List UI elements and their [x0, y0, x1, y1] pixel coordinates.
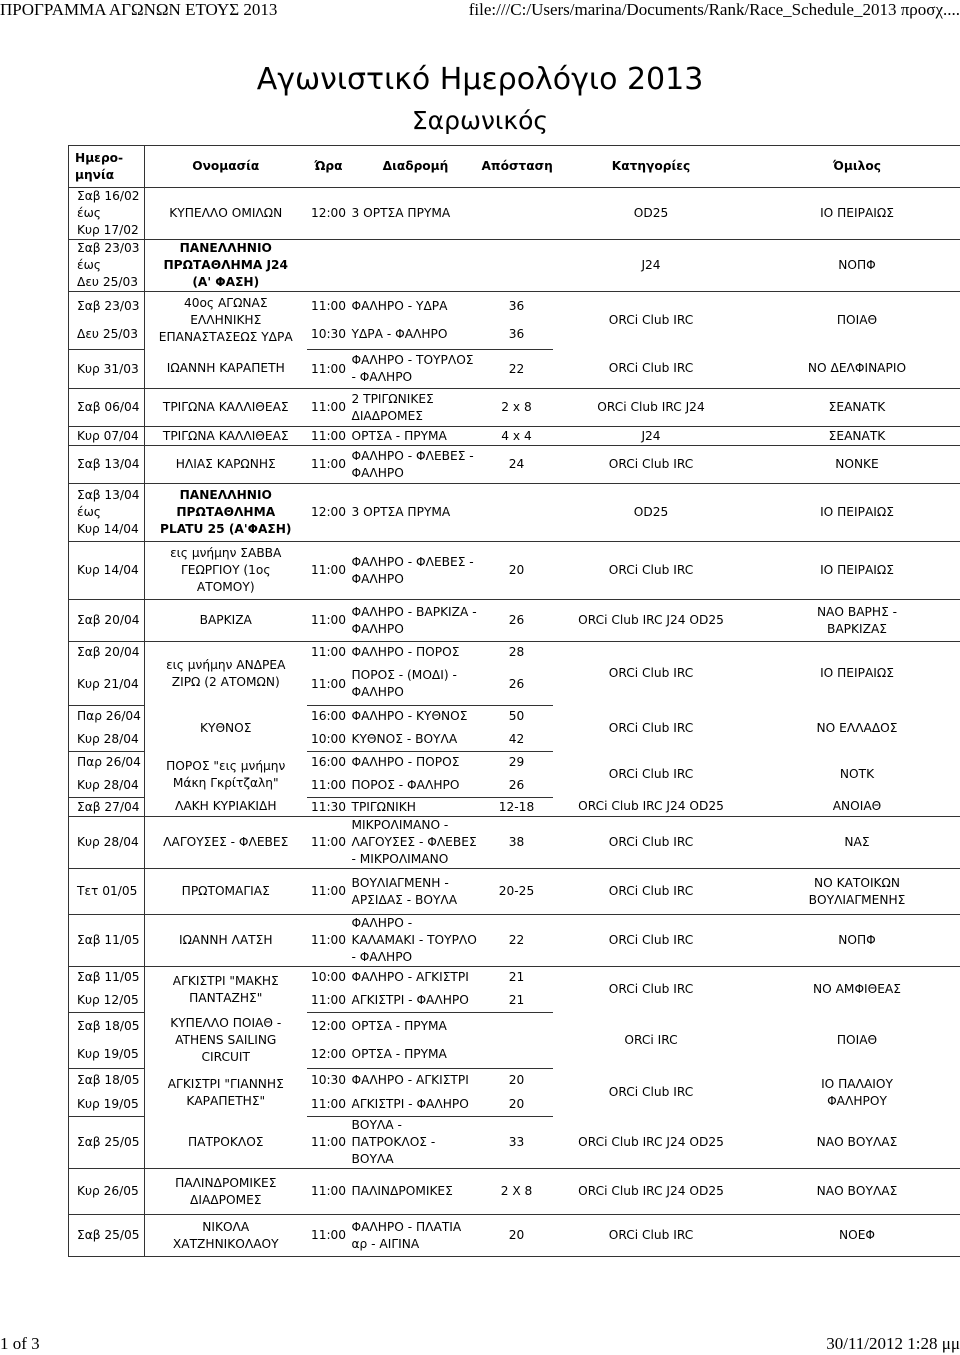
race-date: Κυρ 19/05: [69, 1041, 145, 1069]
table-row: [69, 915, 960, 967]
race-time: 11:00: [307, 1169, 351, 1215]
race-name: ΑΓΚΙΣΤΡΙ "ΓΙΑΝΝΗΣ ΚΑΡΑΠΕΤΗΣ": [167, 1076, 284, 1108]
race-route: ΦΑΛΗΡΟ - ΠΟΡΟΣ: [351, 645, 460, 660]
race-name: ΛΑΚΗ ΚΥΡΙΑΚΙΔΗ: [145, 798, 307, 817]
race-name: ΚΥΘΝΟΣ: [200, 721, 252, 735]
race-categories: OD25: [553, 484, 750, 542]
race-distance: 38: [481, 817, 553, 869]
race-time: 11:00: [307, 350, 351, 389]
table-row: [69, 1215, 960, 1257]
race-date: Σαβ 23/03 έως Δευ 25/03: [69, 240, 145, 292]
race-distance: 4 x 4: [481, 427, 553, 446]
race-time: 12:00: [310, 1019, 347, 1034]
race-categories: ORCi Club IRC: [608, 982, 694, 997]
race-name: ΠΟΡΟΣ "εις μνήμην Μάκη Γκρίτζαλη": [166, 758, 286, 790]
race-club: ΝΑΟ ΒΟΥΛΑΣ: [750, 1169, 960, 1215]
race-distance: 24: [481, 446, 553, 484]
race-route: 3 ΟΡΤΣΑ ΠΡΥΜΑ: [351, 188, 481, 240]
race-time: 11:00: [307, 389, 351, 427]
race-time: 11:30: [307, 798, 351, 817]
race-club: ΝΟ ΚΑΤΟΙΚΩΝ ΒΟΥΛΙΑΓΜΕΝΗΣ: [750, 869, 960, 915]
race-route: ΠΑΛΙΝΔΡΟΜΙΚΕΣ: [351, 1169, 481, 1215]
race-date: Κυρ 28/04: [69, 728, 145, 752]
race-time: 10:30: [307, 321, 351, 350]
race-date: Σαβ 20/04: [69, 642, 145, 664]
table-row: [69, 484, 960, 542]
table-row: [69, 446, 960, 484]
table-row: [69, 1169, 960, 1215]
race-route: ΦΑΛΗΡΟ - ΦΛΕΒΕΣ - ΦΑΛΗΡΟ: [351, 542, 481, 600]
race-distance: 20: [481, 1093, 553, 1117]
race-route: ΑΓΚΙΣΤΡΙ - ΦΑΛΗΡΟ: [351, 1093, 481, 1117]
race-date: Δευ 25/03: [69, 321, 145, 350]
race-categories: ORCi Club IRC J24 OD25: [553, 798, 750, 817]
race-club: ΝΟ ΔΕΛΦΙΝΑΡΙΟ: [750, 350, 960, 389]
table-row: [69, 389, 960, 427]
race-date: Σαβ 27/04: [69, 798, 145, 817]
race-distance: 20: [481, 542, 553, 600]
race-categories: ORCi Club IRC: [553, 1215, 750, 1257]
race-distance: 42: [481, 728, 553, 752]
race-name: ΠΑΤΡΟΚΛΟΣ: [145, 1117, 307, 1169]
table-row: [69, 188, 960, 240]
race-distance: [481, 1013, 553, 1041]
table-row: [69, 706, 960, 728]
race-route: ΦΑΛΗΡΟ - ΑΓΚΙΣΤΡΙ: [351, 1073, 469, 1088]
header-row: [69, 146, 960, 188]
race-categories: ORCi Club IRC: [553, 542, 750, 600]
table-row: [69, 869, 960, 915]
race-time: 11:00: [307, 446, 351, 484]
race-time: 16:00: [310, 755, 347, 770]
page-footer-date: 30/11/2012 1:28 μμ: [826, 1334, 960, 1353]
race-time: 11:00: [307, 427, 351, 446]
race-time: 11:00: [310, 298, 347, 313]
race-name: ΒΑΡΚΙΖΑ: [145, 600, 307, 642]
race-name: 40ος ΑΓΩΝΑΣ ΕΛΛΗΝΙΚΗΣ ΕΠΑΝΑΣΤΑΣΕΩΣ ΥΔΡΑ: [158, 296, 293, 345]
race-club: ΝΟΕΦ: [750, 1215, 960, 1257]
race-route: ΒΟΥΛΙΑΓΜΕΝΗ - ΑΡΣΙΔΑΣ - ΒΟΥΛΑ: [351, 869, 481, 915]
race-distance: 26: [481, 664, 553, 706]
race-categories: ORCi Club IRC: [553, 869, 750, 915]
race-time: 11:00: [310, 645, 347, 660]
race-distance: 22: [481, 915, 553, 967]
race-time: 10:00: [307, 728, 351, 752]
race-route: ΦΑΛΗΡΟ - ΦΛΕΒΕΣ - ΦΑΛΗΡΟ: [351, 446, 481, 484]
race-time: 10:30: [310, 1073, 347, 1088]
race-date: Σαβ 25/05: [69, 1117, 145, 1169]
table-row: [69, 1013, 960, 1041]
race-name: ΚΥΠΕΛΛΟ ΠΟΙΑΘ - ATHENS SAILING CIRCUIT: [170, 1016, 282, 1064]
race-distance: 20-25: [481, 869, 553, 915]
race-categories: J24: [553, 240, 750, 292]
race-date: Κυρ 31/03: [69, 350, 145, 389]
table-row: [69, 752, 960, 774]
race-date: Κυρ 19/05: [69, 1093, 145, 1117]
race-distance: [481, 1041, 553, 1069]
race-route: ΒΟΥΛΑ - ΠΑΤΡΟΚΛΟΣ - ΒΟΥΛΑ: [351, 1117, 481, 1169]
race-route: ΚΥΘΝΟΣ - ΒΟΥΛΑ: [351, 728, 481, 752]
race-date: Παρ 26/04: [69, 752, 145, 774]
race-route: ΠΟΡΟΣ - ΦΑΛΗΡΟ: [351, 774, 481, 798]
race-date: Σαβ 13/04: [69, 446, 145, 484]
race-categories: ORCi IRC: [624, 1033, 678, 1047]
race-name: ΠΡΩΤΟΜΑΓΙΑΣ: [145, 869, 307, 915]
race-date: Κυρ 21/04: [69, 664, 145, 706]
race-categories: OD25: [553, 188, 750, 240]
race-distance: 21: [508, 970, 525, 985]
race-date: Σαβ 20/04: [69, 600, 145, 642]
race-time: 12:00: [307, 484, 351, 542]
race-distance: 29: [508, 755, 525, 770]
race-time: 11:00: [307, 774, 351, 798]
race-distance: 26: [481, 600, 553, 642]
race-route: ΥΔΡΑ - ΦΑΛΗΡΟ: [351, 321, 481, 350]
race-distance: 20: [508, 1073, 525, 1088]
race-distance: 36: [481, 321, 553, 350]
table-row: [69, 967, 960, 989]
race-name: ΠΑΝΕΛΛΗΝΙΟ ΠΡΩΤΑΘΛΗΜΑ J24 (Α' ΦΑΣΗ): [145, 240, 307, 292]
race-time: 10:00: [310, 970, 347, 985]
table-row: [69, 600, 960, 642]
table-row: [69, 427, 960, 446]
race-club: ΙΟ ΠΕΙΡΑΙΩΣ: [750, 484, 960, 542]
race-route: ΦΑΛΗΡΟ - ΤΟΥΡΛΟΣ - ΦΑΛΗΡΟ: [351, 350, 481, 389]
race-categories: ORCi Club IRC J24 OD25: [553, 1117, 750, 1169]
race-time: 12:00: [307, 1041, 351, 1069]
col-date-label: Ημερο- μηνία: [75, 150, 124, 182]
race-date: Σαβ 11/05: [69, 915, 145, 967]
race-date: Σαβ 25/05: [69, 1215, 145, 1257]
race-categories: ORCi Club IRC: [553, 350, 750, 389]
race-route: ΟΡΤΣΑ - ΠΡΥΜΑ: [351, 1041, 481, 1069]
race-distance: 22: [481, 350, 553, 389]
col-distance-header: Απόσταση: [481, 146, 553, 188]
race-date: Κυρ 14/04: [69, 542, 145, 600]
race-club: ΝΟΠΦ: [750, 915, 960, 967]
race-distance: 33: [481, 1117, 553, 1169]
race-route: ΤΡΙΓΩΝΙΚΗ: [351, 798, 481, 817]
race-club: ΝΟ ΕΛΛΑΔΟΣ: [816, 721, 898, 735]
race-club: ΠΟΙΑΘ: [836, 1033, 878, 1047]
table-row: [69, 542, 960, 600]
race-club: ΝΑΟ ΒΟΥΛΑΣ: [750, 1117, 960, 1169]
race-club: ΝΟΠΦ: [750, 240, 960, 292]
race-name: εις μνήμην ΣΑΒΒΑ ΓΕΩΡΓΙΟΥ (1ος ΑΤΟΜΟΥ): [145, 542, 307, 600]
race-distance: 50: [508, 709, 525, 724]
race-name: ΤΡΙΓΩΝΑ ΚΑΛΛΙΘΕΑΣ: [145, 427, 307, 446]
race-name: ΝΙΚΟΛΑ ΧΑΤΖΗΝΙΚΟΛΑΟΥ: [145, 1215, 307, 1257]
race-club: ΝΟΝΚΕ: [750, 446, 960, 484]
race-date: Κυρ 07/04: [69, 427, 145, 446]
race-club: ΣΕΑΝΑΤΚ: [750, 427, 960, 446]
col-categories-header: Κατηγορίες: [553, 146, 750, 188]
race-club: ΝΑΟ ΒΑΡΗΣ - ΒΑΡΚΙΖΑΣ: [750, 600, 960, 642]
race-club: ΝΟΤΚ: [839, 767, 875, 781]
page-footer-pages: 1 of 3: [0, 1334, 40, 1353]
race-time: 11:00: [307, 915, 351, 967]
race-date: Σαβ 11/05: [69, 967, 145, 989]
race-club: ΙΟ ΠΕΙΡΑΙΩΣ: [750, 188, 960, 240]
race-categories: ORCi Club IRC J24 OD25: [553, 600, 750, 642]
race-distance: [481, 240, 553, 292]
race-time: [307, 240, 351, 292]
table-row: [69, 292, 960, 321]
race-date: Κυρ 28/04: [69, 817, 145, 869]
race-name: ΛΑΓΟΥΣΕΣ - ΦΛΕΒΕΣ: [145, 817, 307, 869]
race-route: ΦΑΛΗΡΟ - ΥΔΡΑ: [351, 298, 448, 313]
race-categories: ORCi Club IRC J24 OD25: [553, 1169, 750, 1215]
race-time: 11:00: [307, 989, 351, 1013]
race-date: Σαβ 06/04: [69, 389, 145, 427]
col-club-header: Όμιλος: [750, 146, 960, 188]
race-categories: J24: [553, 427, 750, 446]
col-route-header: Διαδρομή: [351, 146, 481, 188]
race-categories: ORCi Club IRC: [608, 767, 694, 781]
race-club: ΝΟ ΑΜΦΙΘΕΑΣ: [813, 982, 901, 997]
race-date: Κυρ 28/04: [69, 774, 145, 798]
race-distance: 20: [481, 1215, 553, 1257]
race-time: 11:00: [307, 600, 351, 642]
race-date: Κυρ 12/05: [69, 989, 145, 1013]
race-name: ΑΓΚΙΣΤΡΙ "ΜΑΚΗΣ ΠΑΝΤΑΖΗΣ": [172, 973, 279, 1005]
race-categories: ORCi Club IRC: [608, 721, 694, 735]
race-club: ΙΟ ΠΕΙΡΑΙΩΣ: [820, 666, 894, 681]
schedule-table: [68, 145, 960, 1257]
race-categories: ORCi Club IRC: [608, 1085, 694, 1099]
race-club: ΝΑΣ: [750, 817, 960, 869]
table-row: [69, 1117, 960, 1169]
race-route: ΦΑΛΗΡΟ - ΠΟΡΟΣ: [351, 755, 460, 770]
race-date: Παρ 26/04: [69, 706, 145, 728]
race-categories: ORCi Club IRC: [553, 446, 750, 484]
race-route: 3 ΟΡΤΣΑ ΠΡΥΜΑ: [351, 484, 481, 542]
race-distance: 2 x 8: [481, 389, 553, 427]
race-date: Σαβ 18/05: [69, 1069, 145, 1093]
race-club: ΑΝΟΙΑΘ: [750, 798, 960, 817]
race-club: ΠΟΙΑΘ: [836, 313, 878, 328]
race-club: ΣΕΑΝΑΤΚ: [750, 389, 960, 427]
race-date: Κυρ 26/05: [69, 1169, 145, 1215]
race-categories: ORCi Club IRC: [553, 817, 750, 869]
table-row: [69, 817, 960, 869]
race-route: ΟΡΤΣΑ - ΠΡΥΜΑ: [351, 1019, 447, 1034]
col-time-header: Ώρα: [307, 146, 351, 188]
race-route: [351, 240, 481, 292]
race-name: ΠΑΛΙΝΔΡΟΜΙΚΕΣ ΔΙΑΔΡΟΜΕΣ: [145, 1169, 307, 1215]
race-club: ΙΟ ΠΑΛΑΙΟΥ ΦΑΛΗΡΟΥ: [821, 1076, 893, 1108]
race-distance: 21: [481, 989, 553, 1013]
race-route: 2 ΤΡΙΓΩΝΙΚΕΣ ΔΙΑΔΡΟΜΕΣ: [351, 389, 481, 427]
race-distance: 26: [481, 774, 553, 798]
race-name: ΙΩΑΝΝΗ ΛΑΤΣΗ: [145, 915, 307, 967]
page-subtitle: Σαρωνικός: [411, 106, 549, 135]
page-header-title: ΠΡΟΓΡΑΜΜΑ ΑΓΩΝΩΝ ΕΤΟΥΣ 2013: [0, 0, 278, 19]
race-date: Σαβ 16/02 έως Κυρ 17/02: [69, 188, 145, 240]
race-route: ΠΟΡΟΣ - (ΜΟΔΙ) - ΦΑΛΗΡΟ: [351, 664, 481, 706]
race-time: 16:00: [310, 709, 347, 724]
race-route: ΦΑΛΗΡΟ - ΒΑΡΚΙΖΑ - ΦΑΛΗΡΟ: [351, 600, 481, 642]
col-date-header: [69, 146, 145, 188]
race-time: 11:00: [307, 542, 351, 600]
race-distance: 2 X 8: [481, 1169, 553, 1215]
race-name: ΤΡΙΓΩΝΑ ΚΑΛΛΙΘΕΑΣ: [145, 389, 307, 427]
race-route: ΦΑΛΗΡΟ - ΠΛΑΤΙΑ αρ - ΑΙΓΙΝΑ: [351, 1215, 481, 1257]
race-date: Σαβ 18/05: [69, 1013, 145, 1041]
race-time: 11:00: [307, 1215, 351, 1257]
race-time: 11:00: [307, 664, 351, 706]
table-row: [69, 642, 960, 664]
race-time: 11:00: [307, 869, 351, 915]
race-categories: ORCi Club IRC J24: [553, 389, 750, 427]
race-distance: [481, 484, 553, 542]
race-name: ΚΥΠΕΛΛΟ ΟΜΙΛΩΝ: [145, 188, 307, 240]
race-route: ΦΑΛΗΡΟ - ΚΑΛΑΜΑΚΙ - ΤΟΥΡΛΟ - ΦΑΛΗΡΟ: [351, 915, 481, 967]
page-title: Αγωνιστικό Ημερολόγιο 2013: [256, 62, 704, 97]
race-name: ΗΛΙΑΣ ΚΑΡΩΝΗΣ: [145, 446, 307, 484]
race-date: Σαβ 13/04 έως Κυρ 14/04: [69, 484, 145, 542]
race-route: ΜΙΚΡΟΛΙΜΑΝΟ - ΛΑΓΟΥΣΕΣ - ΦΛΕΒΕΣ - ΜΙΚΡΟΛΙΜΑΝΟ: [351, 817, 481, 869]
race-time: 11:00: [307, 1093, 351, 1117]
race-date: Σαβ 23/03: [69, 292, 145, 321]
race-distance: 28: [508, 645, 525, 660]
race-time: 11:00: [307, 817, 351, 869]
table-row: [69, 798, 960, 817]
race-categories: ORCi Club IRC: [553, 915, 750, 967]
table-row: [69, 240, 960, 292]
table-row: [69, 1069, 960, 1093]
race-time: 12:00: [307, 188, 351, 240]
race-name: ΠΑΝΕΛΛΗΝΙΟ ΠΡΩΤΑΘΛΗΜΑ PLATU 25 (Α'ΦΑΣΗ): [145, 484, 307, 542]
race-route: ΟΡΤΣΑ - ΠΡΥΜΑ: [351, 427, 481, 446]
race-route: ΦΑΛΗΡΟ - ΑΓΚΙΣΤΡΙ: [351, 970, 469, 985]
race-name: εις μνήμην ΑΝΔΡΕΑ ΖΙΡΩ (2 ΑΤΟΜΩΝ): [166, 657, 286, 689]
col-name-header: Ονομασία: [145, 146, 307, 188]
page-header-url: file:///C:/Users/marina/Documents/Rank/Race_Schedule_2013 προσχ....: [468, 0, 960, 19]
race-categories: ORCi Club IRC: [608, 666, 694, 681]
race-time: 11:00: [307, 1117, 351, 1169]
race-club: ΙΟ ΠΕΙΡΑΙΩΣ: [750, 542, 960, 600]
race-date: Τετ 01/05: [69, 869, 145, 915]
race-distance: 12-18: [481, 798, 553, 817]
race-name: ΙΩΑΝΝΗ ΚΑΡΑΠΕΤΗ: [145, 350, 307, 389]
race-categories: ORCi Club IRC: [608, 313, 694, 328]
race-route: ΑΓΚΙΣΤΡΙ - ΦΑΛΗΡΟ: [351, 989, 481, 1013]
race-distance: [481, 188, 553, 240]
table-row: [69, 350, 960, 389]
race-distance: 36: [508, 298, 525, 313]
race-route: ΦΑΛΗΡΟ - ΚΥΘΝΟΣ: [351, 709, 468, 724]
